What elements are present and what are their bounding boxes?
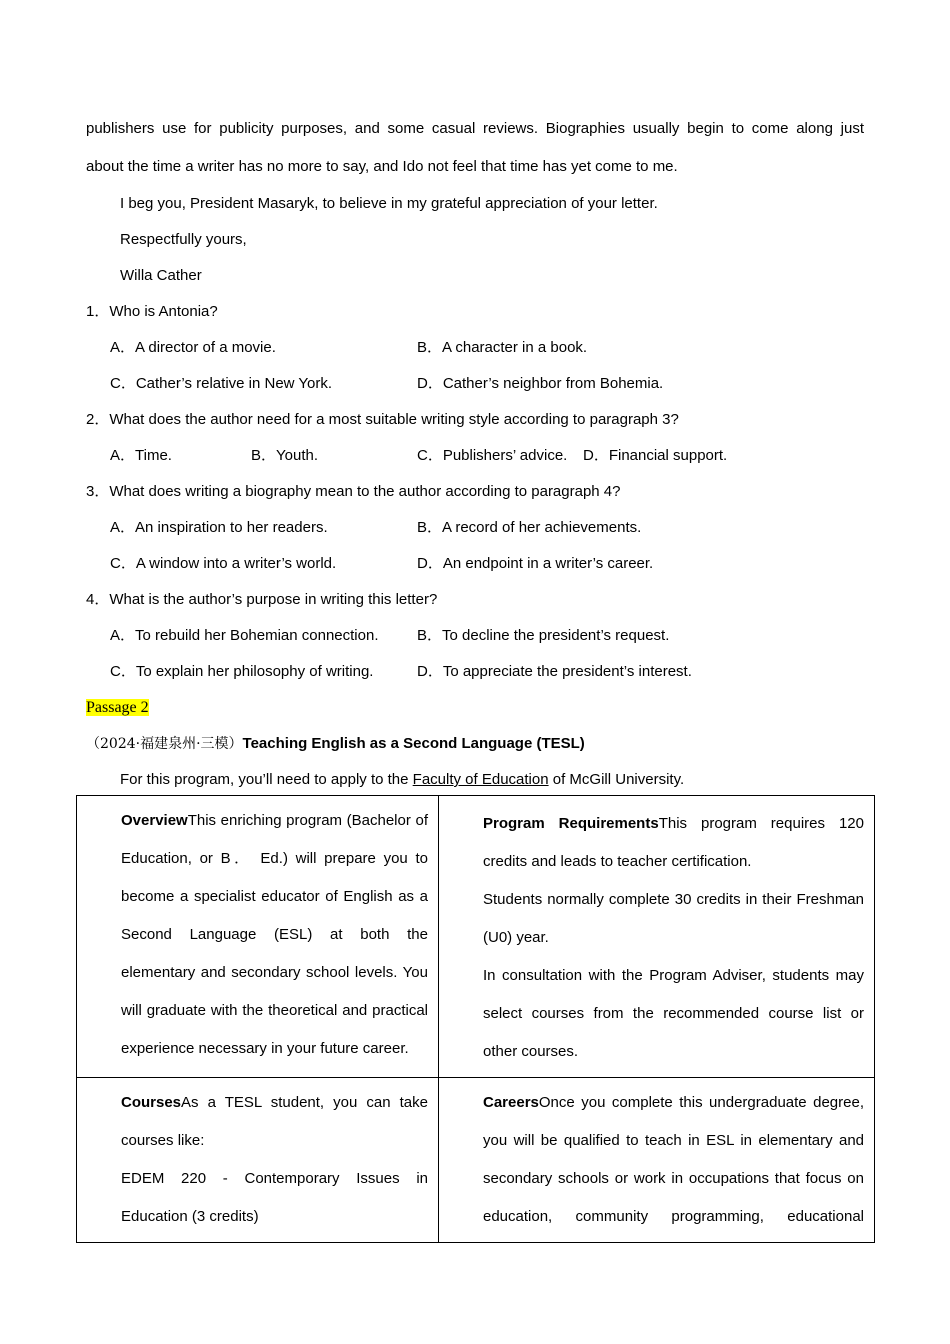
overview-paragraph: [87, 802, 428, 1068]
courses-paragraph: [87, 1084, 428, 1160]
careers-cell: [439, 1078, 875, 1243]
passage-2-heading-line: [86, 690, 864, 726]
question-1-options-row-1: [86, 330, 864, 366]
careers-paragraph: [449, 1084, 864, 1236]
passage-2-source: （2024·福建泉州·三模）: [86, 736, 243, 752]
careers-text: Once you complete this undergraduate degree, you will be qualified to teach in ESL in elementary and secondary schools or work in occupations that focus on education, community programming, educational: [483, 1094, 864, 1225]
question-1-option-d: D．Cather’s neighbor from Bohemia.: [417, 375, 664, 392]
courses-cell: [77, 1078, 439, 1243]
letter-closing-line: I beg you, President Masaryk, to believe in my grateful appreciation of your letter.: [120, 195, 658, 212]
requirements-paragraph-2: Students normally complete 30 credits in their Freshman (U0) year.: [483, 891, 864, 946]
question-2-option-b: B．Youth.: [251, 447, 318, 464]
overview-text: This enriching program (Bachelor of Education, or B． Ed.) will prepare you to become a specialist educator of English as a Second Language (ESL) at both the elementary and secondary school levels. You will graduate with the theoretical and practical experience necessary in your future career.: [121, 812, 428, 1057]
passage-2-intro: [86, 762, 864, 798]
question-3-option-a: A．An inspiration to her readers.: [110, 519, 328, 536]
table-row: [77, 1078, 875, 1243]
letter-line-1: publishers use for publicity purposes, and some casual reviews. Biographies usually begin to come along just: [86, 120, 864, 137]
letter-line-2: about the time a writer has no more to say, and Ido not feel that time has yet come to me.: [86, 158, 678, 175]
question-4-option-c: C．To explain her philosophy of writing.: [110, 663, 374, 680]
careers-heading: Careers: [483, 1094, 539, 1111]
overview-cell: [77, 796, 439, 1078]
question-1-stem: 1．Who is Antonia?: [86, 303, 218, 320]
passage-2-intro-before: For this program, you’ll need to apply to the: [120, 771, 413, 788]
question-1-option-a: A．A director of a movie.: [110, 339, 276, 356]
question-4-options-row-1: [86, 618, 864, 654]
question-2-option-d: D．Financial support.: [583, 447, 728, 464]
courses-text: As a TESL student, you can take courses like:: [121, 1094, 428, 1149]
question-2-option-c: C．Publishers’ advice.: [417, 447, 568, 464]
requirements-paragraph: [449, 805, 864, 881]
question-3-stem: 3．What does writing a biography mean to the author according to paragraph 4?: [86, 483, 621, 500]
question-3-option-b: B．A record of her achievements.: [417, 519, 642, 536]
document-page: [86, 110, 864, 798]
question-3-options-row-2: [86, 546, 864, 582]
question-2-options-row: [86, 438, 864, 474]
question-3-options-row-1: [86, 510, 864, 546]
requirements-text: This program requires 120 credits and leads to teacher certification.: [483, 815, 864, 870]
courses-paragraph-2: EDEM 220 - Contemporary Issues in Education (3 credits): [121, 1170, 428, 1225]
question-1-option-c: C．Cather’s relative in New York.: [110, 375, 333, 392]
question-2-stem: 2．What does the author need for a most suitable writing style according to paragraph 3?: [86, 411, 679, 428]
question-3-option-d: D．An endpoint in a writer’s career.: [417, 555, 654, 572]
overview-heading: Overview: [121, 812, 188, 829]
question-1-options-row-2: [86, 366, 864, 402]
requirements-paragraph-3: In consultation with the Program Adviser, students may select courses from the recommended course list or other courses.: [483, 967, 864, 1060]
letter-paragraph-continued: [86, 110, 864, 186]
passage-2-intro-after: of McGill University.: [548, 771, 685, 788]
passage-2-title: Teaching English as a Second Language (TESL): [242, 735, 585, 752]
question-2-option-a: A．Time.: [110, 447, 172, 464]
table-row: [77, 796, 875, 1078]
letter-signoff: Respectfully yours,: [120, 231, 247, 248]
question-1-option-b: B．A character in a book.: [417, 339, 588, 356]
question-3-option-c: C．A window into a writer’s world.: [110, 555, 337, 572]
question-4-stem: 4．What is the author’s purpose in writing this letter?: [86, 591, 438, 608]
question-4-options-row-2: [86, 654, 864, 690]
passage-2-label: Passage 2: [86, 699, 149, 716]
question-4-option-d: D．To appreciate the president’s interest.: [417, 663, 692, 680]
requirements-cell: [439, 796, 875, 1078]
question-4-option-b: B．To decline the president’s request.: [417, 627, 670, 644]
faculty-of-education-link: Faculty of Education: [412, 771, 549, 788]
courses-heading: Courses: [121, 1094, 182, 1111]
letter-signature: Willa Cather: [120, 267, 202, 284]
question-4-option-a: A．To rebuild her Bohemian connection.: [110, 627, 379, 644]
program-info-table: [76, 795, 875, 1243]
requirements-heading: Program Requirements: [483, 815, 659, 832]
passage-2-title-line: [86, 726, 864, 762]
